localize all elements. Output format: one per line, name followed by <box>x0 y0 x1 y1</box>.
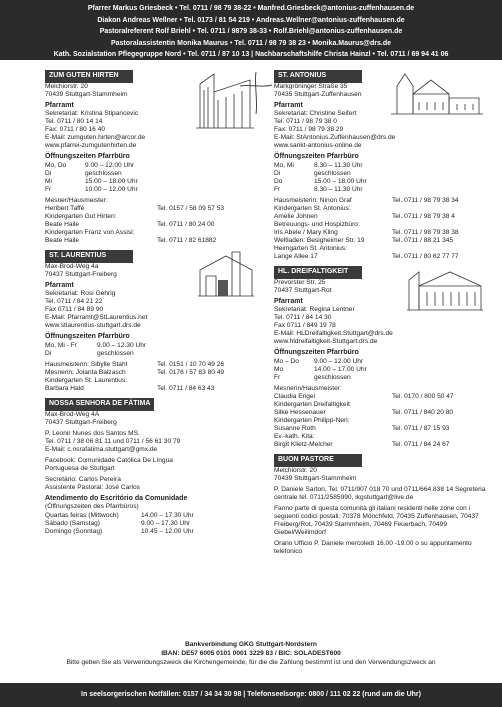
hours-label: Öffnungszeiten Pfarrbüro <box>45 333 130 341</box>
parish-buon-pastore <box>274 454 490 556</box>
email-link[interactable]: E-Mail: zumguten.hirten@arcor.de <box>45 134 146 142</box>
contact-tel: Tel. 0711 / 84 63 43 <box>157 385 215 393</box>
info-line: Sekretariat: Kristina Stipancevic <box>45 110 139 118</box>
hours-time: 9.00 – 12.00 Uhr <box>85 161 135 169</box>
contact-line: Pastoralreferent Rolf Briehl • Tel. 0711 / 9879 38-33 • Rolf.Briehl@antonius-zuffenhausen.de <box>99 28 403 36</box>
section-header: ZUM GUTEN HIRTEN <box>45 70 133 83</box>
contact-tel: Tel. 0711 / 80 24 00 <box>157 221 215 229</box>
contact-name: Lange Allee 17 <box>274 253 318 261</box>
hours-time: 8.30 – 11.30 Uhr <box>314 161 363 169</box>
hours-label: Öffnungszeiten Pfarrbüro <box>45 153 130 161</box>
info-line: Fax: 0711 / 98 79 38 29 <box>274 126 344 134</box>
hours-time: 9.00 – 12.00 Uhr <box>314 358 364 365</box>
contact-line: Diakon Andreas Wellner • Tel. 0173 / 81 54 219 • Andreas.Wellner@antonius-zuffenhausen.de <box>97 16 405 24</box>
hours-day: Sábado (Samstag) <box>45 519 100 527</box>
hours-time: 14.00 – 17.00 Uhr <box>314 366 367 374</box>
pfarramt-label: Pfarramt <box>274 101 303 109</box>
facebook-link[interactable]: Facebook: Comunidade Católica De Língua <box>45 456 173 464</box>
email-link[interactable]: E-Mail: HLDreifaltigkeit.Stuttgart@drs.de <box>274 330 393 338</box>
contact-name: Hausmeisterin: Sibylle Stahl <box>45 361 128 368</box>
contact-name: Mesner/Hausmeister: <box>45 196 108 204</box>
right-column <box>274 70 490 561</box>
address-line: Prevorster Str. 25 <box>274 278 326 286</box>
contact-name: Claudia Engel <box>274 393 316 401</box>
contact-banner <box>0 0 502 60</box>
website-link[interactable]: www.sankt-antonius-online.de <box>274 142 362 150</box>
office-hours-paragraph: Orario Ufficio P. Daniele mercoledì 16.00 -19.00 o su appuntamento telefonico <box>274 540 472 556</box>
address-line: Max-Brod-Weg 4A <box>45 410 100 418</box>
hours-time: geschlossen <box>314 169 351 177</box>
hours-day: Mo <box>274 366 284 374</box>
hours-label: Öffnungszeiten Pfarrbüro <box>274 349 359 357</box>
info-line: P. Leonir Nunes dos Santos MS. <box>45 429 140 437</box>
contact-name: Betreuungs- und Hospizbüro: <box>274 221 360 229</box>
left-column <box>45 70 261 541</box>
info-line: Fax 0711 / 849 19 78 <box>274 322 336 330</box>
address-line: 70437 Stuttgart-Rot <box>274 286 332 294</box>
section-header: BUON PASTORE <box>274 454 362 467</box>
info-line: Fax: 0711 / 80 16 40 <box>45 126 105 134</box>
hours-day: Fr <box>45 185 52 193</box>
church-illustration <box>389 70 485 116</box>
contact-tel: Tel. 0711 / 98 79 38 34 <box>392 196 459 204</box>
info-line: Sekretariat: Christine Seifert <box>274 110 357 118</box>
address-line: Markgröninger Straße 35 <box>274 82 348 90</box>
hours-day: Di <box>274 169 281 177</box>
contact-tel: Tel. 0711 / 98 79 38 38 <box>392 229 459 237</box>
info-line: Tel. 0711 / 80 14 14 <box>45 118 103 126</box>
website-link[interactable]: www.stlaurentius-stuttgart.drs.de <box>45 322 141 330</box>
parish-guten-hirten <box>45 70 261 245</box>
info-line: Secretário: Carlos Pereira <box>45 475 121 483</box>
bank-iban: IBAN: DE57 6005 0101 0001 3229 83 / BIC: SOLADEST600 <box>161 650 341 657</box>
hours-day: Domingo (Sonntag) <box>45 527 103 535</box>
address-line: 70439 Stuttgart-Stammheim <box>45 90 128 98</box>
hours-time: 8.30 – 11.30 Uhr <box>314 185 363 193</box>
contact-name: Heribert Taffé <box>45 204 85 212</box>
contact-tel: Tel. 0711 / 84 24 67 <box>392 441 450 449</box>
contact-tel: Tel. 0170 / 800 50 47 <box>392 393 454 401</box>
bank-details <box>0 640 502 667</box>
contact-name: Kindergarten St. Laurentius: <box>45 377 128 385</box>
contact-name: Beate Haile <box>45 237 80 245</box>
contact-name: Susanne Roth <box>274 425 316 433</box>
email-link[interactable]: E-Mail: Pfarramt@StLaurentius.net <box>45 314 148 322</box>
contact-name: Amelie Johnen <box>274 213 318 220</box>
hours-day: Mo, Do <box>45 161 67 169</box>
hours-time: geschlossen <box>314 374 351 382</box>
info-line: Tel. 0711 / 38 06 81 11 und 0711 / 56 61 30 79 <box>45 437 181 445</box>
website-link[interactable]: www.pfarrei-zumgutenhirten.de <box>45 142 137 150</box>
contact-tel: Tel. 0151 / 10 70 49 26 <box>157 361 225 368</box>
contact-tel: Tel. 0711 / 82 61882 <box>157 237 217 245</box>
hours-sublabel: (Öffnungszeiten des Pfarrbüros) <box>45 503 139 511</box>
contact-tel: Tel. 0711 / 840 20 80 <box>392 409 454 417</box>
website-link[interactable]: www.hldreifaltigkeit-Stuttgart.drs.de <box>274 338 378 346</box>
address-line: Melchiorstr. 20 <box>274 466 317 474</box>
address-line: Max-Brod-Weg 4a <box>45 262 99 270</box>
address-line: 70439 Stuttgart-Stammheim <box>274 474 357 482</box>
hours-day: Fr <box>274 374 281 382</box>
postal-codes-paragraph: Fanno parte di questa comunità gli italiani residenti nelle zone con i seguenti codici postali: 70378 Mönchfeld, 70435 Zuffenhausen, 70437 Freiberg/Rot, 70439 Stammheim, 70469 Feuerbach, 70499 Giebel/Weilimdorf <box>274 505 479 537</box>
contact-name: Birgit Klietz-Melcher <box>274 441 333 449</box>
contact-name: Kindergarten St. Antonius: <box>274 204 351 212</box>
hours-time: geschlossen <box>85 169 122 177</box>
hours-time: geschlossen <box>97 349 134 357</box>
cross-icon <box>236 70 276 116</box>
contact-name: Kindergarten Franz von Assisi: <box>45 229 135 237</box>
contact-tel: Tel. 0157 / 58 09 57 53 <box>157 204 225 212</box>
address-line: 70437 Stuttgart-Freiberg <box>45 270 117 278</box>
church-illustration <box>196 250 256 298</box>
info-line: Sekretariat: Rosi Gehrig <box>45 290 116 298</box>
section-header: ST. ANTONIUS <box>274 70 362 83</box>
section-header: ST. LAURENTIUS <box>45 250 133 263</box>
contact-name: Kindergarten Philipp-Neri: <box>274 417 350 425</box>
contact-name: Ev.-kath. Kita: <box>274 433 315 441</box>
hours-day: Mo – Do <box>274 358 299 365</box>
hours-time: 15.00 – 18.00 Uhr <box>314 177 367 185</box>
pfarramt-label: Pfarramt <box>45 101 74 109</box>
bank-title: Bankverbindung GKG Stuttgart-Nordstern <box>185 641 317 648</box>
hours-day: Mi <box>45 177 52 185</box>
parish-fatima <box>45 398 261 535</box>
contact-tel: Tel. 0711 / 80 62 77 77 <box>392 253 459 261</box>
contact-line: Pfarrer Markus Griesbeck • Tel. 0711 / 98 79 38-22 • Manfred.Griesbeck@antonius-zuffenhausen.de <box>87 5 415 12</box>
parish-antonius <box>274 70 490 261</box>
contact-name: Heimgarten St. Antonius: <box>274 245 347 253</box>
hours-time: 14.00 – 17.30 Uhr <box>141 511 194 519</box>
address-line: 70437 Stuttgart-Freiberg <box>45 418 117 426</box>
parish-dreifaltigkeit <box>274 266 490 449</box>
hours-time: 10.45 – 12.00 Uhr <box>141 527 194 535</box>
address-line: Melchiorstr. 20 <box>45 82 88 90</box>
section-header: NOSSA SENHORA DE FÁTIMA <box>45 398 154 411</box>
hours-time: 10.00 – 12.00 Uhr <box>85 185 138 193</box>
hours-time: 15.00 – 18.00 Uhr <box>85 177 138 185</box>
hours-day: Di <box>45 169 52 177</box>
hours-day: Mo, Mi <box>274 161 294 169</box>
address-line: 70435 Stuttgart-Zuffenhausen <box>274 90 362 98</box>
contact-name: Iris Abele / Mary Kling <box>274 229 338 237</box>
section-header: HL. DREIFALTIGKEIT <box>274 266 362 279</box>
contact-name: Barbara Hald <box>45 385 84 393</box>
hours-day: Fr <box>274 185 281 193</box>
contact-name: Beate Haile <box>45 221 80 229</box>
contact-line: Kath. Sozialstation Pflegegruppe Nord • Tel. 0711 / 87 10 13 | Nachbarschaftshilfe Christa Hainzl • Tel. 0711 / 69 94 41 06 <box>53 51 449 59</box>
contact-name: Mesnerin: Jolanta Balzasch <box>45 369 126 377</box>
contact-tel: Tel. 0176 / 57 83 80 49 <box>157 369 225 377</box>
hours-day: Mo, Mi - Fr <box>45 341 77 349</box>
info-line: Tel. 0711 / 84 21 22 <box>45 298 103 306</box>
bank-note: Bitte geben Sie als Verwendungszweck die Kirchengemeinde, für die die Zahlung bestimmt ist und den Verwendungszweck an <box>66 659 436 666</box>
contact-tel: Tel. 0711 / 98 79 38 4 <box>392 213 455 220</box>
info-line: Fax 0711 / 84 89 90 <box>45 306 104 314</box>
hours-day: Do <box>274 177 283 185</box>
hours-day: Di <box>45 349 52 357</box>
contact-name: Kindergarten Gut Hirten: <box>45 213 117 220</box>
contact-name: Silke Hessenauer <box>274 409 326 417</box>
hours-time: 9.00 – 17.30 Uhr <box>141 519 191 527</box>
info-line: Sekretariat: Regina Lentner <box>274 306 355 314</box>
hours-label: Atendimento do Escritório da Comunidade <box>45 494 188 502</box>
contact-tel: Tel. 0711 / 87 15 93 <box>392 425 450 433</box>
contact-name: Hausmeisterin: Ninon Graf <box>274 196 352 204</box>
contact-name: Mesnerin/Hausmeister: <box>274 385 342 393</box>
info-line: Assistente Pastoral: José Carlos <box>45 483 140 491</box>
church-illustration <box>405 266 485 312</box>
hours-day: Quartas feiras (Mittwoch) <box>45 511 119 519</box>
pfarramt-label: Pfarramt <box>274 297 303 305</box>
email-link[interactable]: E-Mail: StAntonius.Zuffenhausen@drs.de <box>274 134 396 142</box>
hours-label: Öffnungszeiten Pfarrbüro <box>274 153 359 161</box>
contact-paragraph: P. Daniele Sartori, Tel. 0711/907 018 70 und 0711/664 838 14 Segreteria centrale tel. 0711/2585990, ikgstuttgart@live.de <box>274 485 486 501</box>
contact-tel: Tel. 0711 / 88 21 345 <box>392 237 454 245</box>
email-link[interactable]: E-Mail: c.nsrafatima.stuttgart@gmx.de <box>45 445 158 453</box>
parish-laurentius <box>45 250 261 393</box>
contact-name: Kindergarten Dreifaltigkeit: <box>274 401 352 409</box>
hours-time: 9.00 – 12.30 Uhr <box>97 341 147 349</box>
info-line: Tel. 0711 / 84 14 30 <box>274 314 332 322</box>
emergency-footer: In seelsorgerischen Notfällen: 0157 / 34 34 30 98 | Telefonseelsorge: 0800 / 111 02 22 (rund um die Uhr) <box>0 683 502 707</box>
contact-line: Pastoralassistentin Monika Maurus • Tel. 0711 / 98 79 38 23 • Monika.Maurus@drs.de <box>110 39 392 47</box>
info-line: Portuguesa de Stuttgart <box>45 464 115 472</box>
info-line: Tel. 0711 / 98 79 38 0 <box>274 118 337 126</box>
contact-name: Weltladen: Besigheimer Str. 19 <box>274 237 365 245</box>
pfarramt-label: Pfarramt <box>45 281 74 289</box>
